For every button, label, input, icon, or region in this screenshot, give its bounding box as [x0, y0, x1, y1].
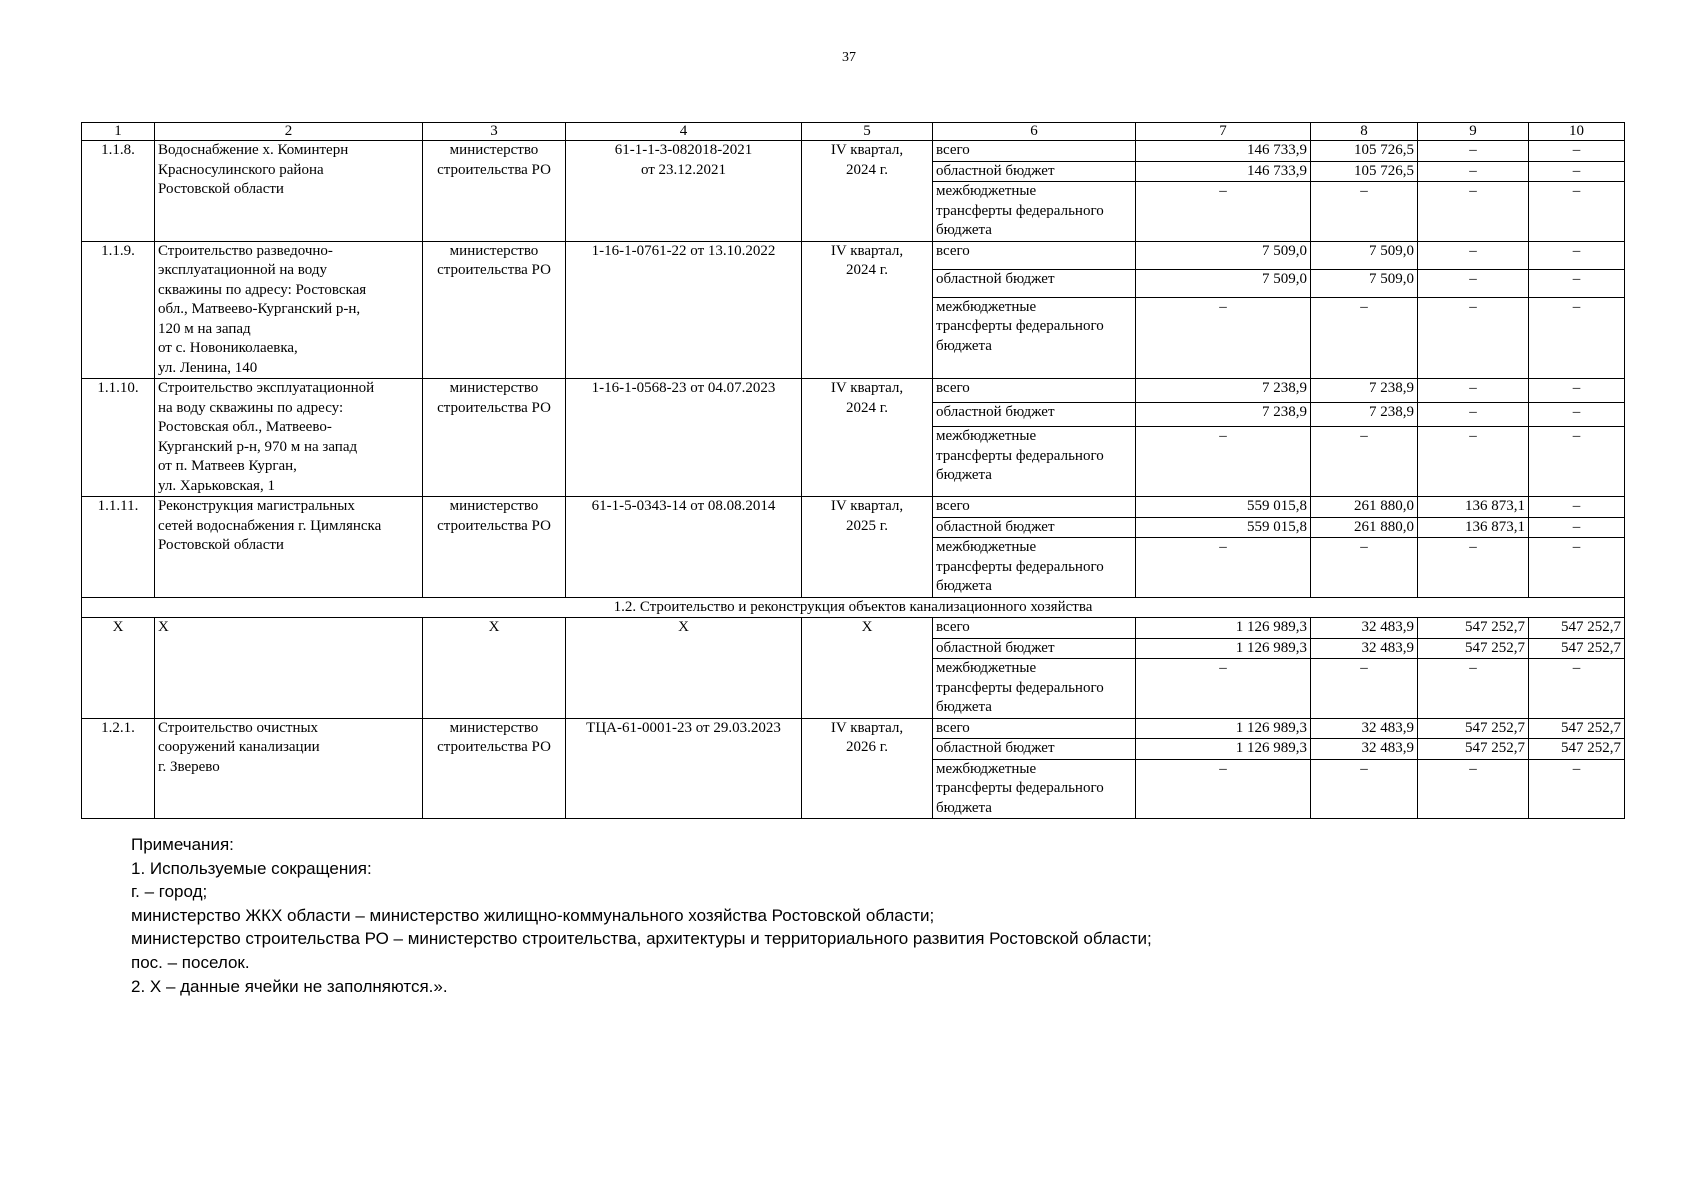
item-name-cell: Водоснабжение х. Коминтерн Красносулинского района Ростовской области: [155, 141, 423, 242]
amount-cell: 547 252,7: [1529, 718, 1625, 739]
amount-cell: 7 238,9: [1311, 403, 1418, 427]
funding-source-cell: межбюджетные трансферты федерального бюджета: [933, 182, 1136, 242]
amount-cell: –: [1311, 427, 1418, 497]
amount-cell: 32 483,9: [1311, 618, 1418, 639]
document-cell: 61-1-5-0343-14 от 08.08.2014: [566, 497, 802, 598]
amount-cell: –: [1136, 538, 1311, 598]
amount-cell: –: [1311, 538, 1418, 598]
amount-cell: 547 252,7: [1529, 739, 1625, 760]
amount-cell: –: [1311, 759, 1418, 819]
notes-line-5: пос. – поселок.: [131, 952, 250, 972]
amount-cell: –: [1311, 659, 1418, 719]
amount-cell: –: [1529, 538, 1625, 598]
funding-source-cell: межбюджетные трансферты федерального бюджета: [933, 759, 1136, 819]
amount-cell: –: [1529, 161, 1625, 182]
amount-cell: –: [1529, 297, 1625, 378]
funding-source-cell: областной бюджет: [933, 638, 1136, 659]
amount-cell: 7 238,9: [1136, 403, 1311, 427]
column-number-header: 7: [1136, 123, 1311, 141]
document-cell: 61-1-1-3-082018-2021 от 23.12.2021: [566, 141, 802, 242]
amount-cell: –: [1418, 427, 1529, 497]
amount-cell: 136 873,1: [1418, 497, 1529, 518]
amount-cell: –: [1529, 759, 1625, 819]
amount-cell: –: [1529, 517, 1625, 538]
table-row: [82, 241, 1625, 269]
completion-term-cell: IV квартал, 2024 г.: [802, 379, 933, 497]
amount-cell: –: [1418, 161, 1529, 182]
column-number-header: 4: [566, 123, 802, 141]
amount-cell: –: [1529, 659, 1625, 719]
amount-cell: 547 252,7: [1529, 638, 1625, 659]
amount-cell: 261 880,0: [1311, 497, 1418, 518]
amount-cell: 559 015,8: [1136, 497, 1311, 518]
responsible-org-cell: Х: [423, 618, 566, 719]
funding-source-cell: областной бюджет: [933, 269, 1136, 297]
amount-cell: 7 509,0: [1311, 269, 1418, 297]
table-header-row: [82, 123, 1625, 141]
notes-line-3: министерство ЖКХ области – министерство жилищно-коммунального хозяйства Ростовской области;: [131, 905, 935, 925]
notes-line-2: г. – город;: [131, 882, 208, 902]
notes-title: Примечания:: [131, 835, 234, 854]
amount-cell: –: [1136, 759, 1311, 819]
funding-source-cell: областной бюджет: [933, 517, 1136, 538]
amount-cell: 105 726,5: [1311, 161, 1418, 182]
responsible-org-cell: министерство строительства РО: [423, 718, 566, 819]
page-number: 37: [842, 50, 856, 65]
notes-line-1: 1. Используемые сокращения:: [131, 858, 372, 878]
amount-cell: 1 126 989,3: [1136, 718, 1311, 739]
amount-cell: –: [1136, 182, 1311, 242]
amount-cell: 146 733,9: [1136, 161, 1311, 182]
column-number-header: 10: [1529, 123, 1625, 141]
amount-cell: 547 252,7: [1418, 618, 1529, 639]
item-name-cell: Строительство разведочно- эксплуатационной на воду скважины по адресу: Ростовская обл., Матвеево-Курганский р-н, 120 м на запад от с. Новониколаевка, ул. Ленина, 140: [155, 241, 423, 379]
amount-cell: –: [1529, 403, 1625, 427]
item-number-cell: 1.1.8.: [82, 141, 155, 242]
section-title: 1.2. Строительство и реконструкция объектов канализационного хозяйства: [82, 597, 1625, 618]
funding-source-cell: всего: [933, 141, 1136, 162]
amount-cell: –: [1529, 427, 1625, 497]
amount-cell: 105 726,5: [1311, 141, 1418, 162]
column-number-header: 2: [155, 123, 423, 141]
amount-cell: 7 509,0: [1136, 241, 1311, 269]
amount-cell: –: [1418, 379, 1529, 403]
amount-cell: –: [1311, 297, 1418, 378]
table-row: [82, 718, 1625, 739]
amount-cell: 1 126 989,3: [1136, 739, 1311, 760]
section-row: [82, 597, 1625, 618]
amount-cell: 32 483,9: [1311, 718, 1418, 739]
amount-cell: 1 126 989,3: [1136, 638, 1311, 659]
notes-line-4: министерство строительства РО – министерство строительства, архитектуры и территориального развития Ростовской области;: [131, 929, 1152, 949]
document-cell: 1-16-1-0568-23 от 04.07.2023: [566, 379, 802, 497]
table-row: [82, 618, 1625, 639]
completion-term-cell: IV квартал, 2024 г.: [802, 241, 933, 379]
document-cell: 1-16-1-0761-22 от 13.10.2022: [566, 241, 802, 379]
funding-source-cell: областной бюджет: [933, 403, 1136, 427]
table-row: [82, 497, 1625, 518]
amount-cell: 32 483,9: [1311, 638, 1418, 659]
amount-cell: 547 252,7: [1418, 718, 1529, 739]
completion-term-cell: IV квартал, 2025 г.: [802, 497, 933, 598]
column-number-header: 5: [802, 123, 933, 141]
amount-cell: –: [1529, 497, 1625, 518]
amount-cell: –: [1529, 182, 1625, 242]
amount-cell: 559 015,8: [1136, 517, 1311, 538]
amount-cell: 547 252,7: [1529, 618, 1625, 639]
notes: [131, 833, 1152, 998]
responsible-org-cell: министерство строительства РО: [423, 497, 566, 598]
amount-cell: –: [1529, 241, 1625, 269]
amount-cell: –: [1418, 759, 1529, 819]
responsible-org-cell: министерство строительства РО: [423, 141, 566, 242]
document-cell: Х: [566, 618, 802, 719]
amount-cell: –: [1418, 297, 1529, 378]
funding-source-cell: всего: [933, 497, 1136, 518]
amount-cell: –: [1418, 182, 1529, 242]
investment-table: [81, 122, 1625, 819]
completion-term-cell: IV квартал, 2026 г.: [802, 718, 933, 819]
column-number-header: 6: [933, 123, 1136, 141]
funding-source-cell: межбюджетные трансферты федерального бюджета: [933, 297, 1136, 378]
funding-source-cell: всего: [933, 718, 1136, 739]
amount-cell: –: [1418, 403, 1529, 427]
item-number-cell: 1.1.9.: [82, 241, 155, 379]
amount-cell: 7 509,0: [1311, 241, 1418, 269]
amount-cell: –: [1418, 241, 1529, 269]
amount-cell: –: [1136, 427, 1311, 497]
funding-source-cell: всего: [933, 241, 1136, 269]
amount-cell: –: [1136, 297, 1311, 378]
amount-cell: 261 880,0: [1311, 517, 1418, 538]
amount-cell: –: [1418, 659, 1529, 719]
completion-term-cell: Х: [802, 618, 933, 719]
amount-cell: 7 238,9: [1311, 379, 1418, 403]
column-number-header: 9: [1418, 123, 1529, 141]
item-name-cell: Строительство эксплуатационной на воду скважины по адресу: Ростовская обл., Матвеево- Курганский р-н, 970 м на запад от п. Матвеев Курган, ул. Харьковская, 1: [155, 379, 423, 497]
funding-source-cell: межбюджетные трансферты федерального бюджета: [933, 659, 1136, 719]
amount-cell: 146 733,9: [1136, 141, 1311, 162]
item-number-cell: 1.2.1.: [82, 718, 155, 819]
amount-cell: –: [1418, 269, 1529, 297]
amount-cell: –: [1136, 659, 1311, 719]
amount-cell: 32 483,9: [1311, 739, 1418, 760]
amount-cell: –: [1418, 538, 1529, 598]
amount-cell: –: [1529, 141, 1625, 162]
amount-cell: 1 126 989,3: [1136, 618, 1311, 639]
amount-cell: –: [1529, 379, 1625, 403]
amount-cell: 547 252,7: [1418, 638, 1529, 659]
item-number-cell: 1.1.11.: [82, 497, 155, 598]
amount-cell: 7 238,9: [1136, 379, 1311, 403]
amount-cell: –: [1418, 141, 1529, 162]
item-number-cell: Х: [82, 618, 155, 719]
item-number-cell: 1.1.10.: [82, 379, 155, 497]
amount-cell: 7 509,0: [1136, 269, 1311, 297]
completion-term-cell: IV квартал, 2024 г.: [802, 141, 933, 242]
amount-cell: 136 873,1: [1418, 517, 1529, 538]
document-cell: ТЦА-61-0001-23 от 29.03.2023: [566, 718, 802, 819]
funding-source-cell: межбюджетные трансферты федерального бюджета: [933, 427, 1136, 497]
responsible-org-cell: министерство строительства РО: [423, 241, 566, 379]
table-row: [82, 379, 1625, 403]
responsible-org-cell: министерство строительства РО: [423, 379, 566, 497]
column-number-header: 3: [423, 123, 566, 141]
amount-cell: –: [1529, 269, 1625, 297]
item-name-cell: Реконструкция магистральных сетей водоснабжения г. Цимлянска Ростовской области: [155, 497, 423, 598]
item-name-cell: Х: [155, 618, 423, 719]
amount-cell: –: [1311, 182, 1418, 242]
column-number-header: 1: [82, 123, 155, 141]
table-row: [82, 141, 1625, 162]
funding-source-cell: областной бюджет: [933, 161, 1136, 182]
funding-source-cell: межбюджетные трансферты федерального бюджета: [933, 538, 1136, 598]
column-number-header: 8: [1311, 123, 1418, 141]
funding-source-cell: всего: [933, 379, 1136, 403]
notes-line-6: 2. Х – данные ячейки не заполняются.».: [131, 976, 448, 996]
funding-source-cell: областной бюджет: [933, 739, 1136, 760]
funding-source-cell: всего: [933, 618, 1136, 639]
amount-cell: 547 252,7: [1418, 739, 1529, 760]
item-name-cell: Строительство очистных сооружений канализации г. Зверево: [155, 718, 423, 819]
